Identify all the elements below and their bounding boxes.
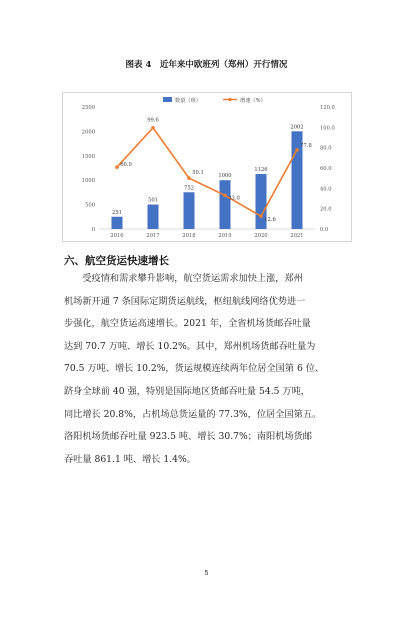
page-number: 5: [204, 570, 209, 577]
y-left-tick-label: 1500: [81, 153, 95, 160]
chart-svg: [63, 93, 351, 241]
line-value-label: 33.0: [228, 195, 240, 202]
chart-container: [62, 92, 352, 242]
section-heading: 六、航空货运快速增长: [64, 255, 169, 267]
line-point: [223, 194, 227, 198]
bar-value-label: 2002: [290, 124, 304, 131]
paragraph-line: 同比增长 20.8%，占机场总货运量的 77.3%，位居全国第五。: [64, 408, 322, 420]
body-paragraph: [64, 268, 354, 471]
paragraph-line: 70.5 万吨、增长 10.2%，货运规模连续两年位居全国第 6 位、: [64, 363, 325, 375]
legend-bar-swatch: [163, 97, 172, 102]
line-value-label: 60.9: [120, 162, 132, 169]
paragraph-line: 跻身全球前 40 强，特别是国际地区货邮吞吐量 54.5 万吨，: [64, 385, 310, 397]
line-point: [151, 126, 155, 130]
line-point: [115, 165, 119, 169]
y-left-tick-label: 2000: [81, 129, 95, 136]
bar: [112, 217, 123, 229]
x-tick-label: 2016: [110, 233, 124, 239]
y-left-tick-label: 0: [91, 227, 95, 233]
bar-value-label: 1126: [254, 167, 268, 174]
bar: [148, 205, 159, 229]
y-left-tick-label: 2500: [81, 105, 95, 111]
paragraph-line: 步强化，航空货运高速增长。2021 年，全省机场货邮吞吐量: [64, 318, 311, 330]
y-right-tick-label: 100.0: [320, 125, 335, 132]
paragraph-line: 吞吐量 861.1 吨、增长 1.4%。: [64, 453, 196, 465]
y-left-tick-label: 500: [85, 202, 95, 209]
line-value-label: 12.6: [264, 217, 276, 224]
growth-line: [117, 128, 297, 216]
y-right-tick-label: 60.0: [320, 166, 332, 172]
line-point: [259, 214, 263, 218]
paragraph-line: 机场新开通 7 条国际定期货运航线，枢纽航线网络优势进一: [64, 295, 306, 307]
x-tick-label: 2021: [290, 233, 304, 239]
y-right-tick-label: 20.0: [320, 206, 332, 213]
bar-value-label: 251: [112, 209, 122, 216]
line-point: [295, 148, 299, 152]
line-value-label: 77.8: [300, 142, 312, 149]
bar-value-label: 752: [184, 185, 194, 192]
legend-bar-label: 数量（班）: [175, 98, 201, 104]
chart-title: 图表 4 近年来中欧班列（郑州）开行情况: [125, 60, 288, 70]
bar-value-label: 501: [148, 197, 158, 204]
y-right-tick-label: 40.0: [320, 186, 332, 193]
y-left-tick-label: 1000: [81, 178, 95, 185]
legend-line-label: 增速（%）: [240, 98, 266, 104]
line-value-label: 50.1: [192, 170, 204, 177]
line-value-label: 99.6: [147, 117, 159, 124]
y-right-tick-label: 120.0: [320, 105, 335, 111]
x-tick-label: 2018: [182, 233, 196, 239]
paragraph-line: 达到 70.7 万吨、增长 10.2%。其中，郑州机场货邮吞吐量为: [64, 340, 316, 352]
y-right-tick-label: 80.0: [320, 145, 332, 152]
legend-line-marker: [228, 98, 231, 101]
x-tick-label: 2020: [254, 233, 268, 239]
paragraph-line: 受疫情和需求攀升影响，航空货运需求加快上涨，郑州: [64, 273, 303, 284]
bar: [220, 180, 231, 229]
paragraph-line: 洛阳机场货邮吞吐量 923.5 吨、增长 30.7%；南阳机场货邮: [64, 431, 312, 443]
bar-value-label: 1000: [218, 173, 232, 180]
x-tick-label: 2019: [218, 233, 232, 239]
y-right-tick-label: 0.0: [320, 227, 329, 233]
x-tick-label: 2017: [146, 233, 160, 239]
bar: [184, 192, 195, 229]
line-point: [187, 176, 191, 180]
